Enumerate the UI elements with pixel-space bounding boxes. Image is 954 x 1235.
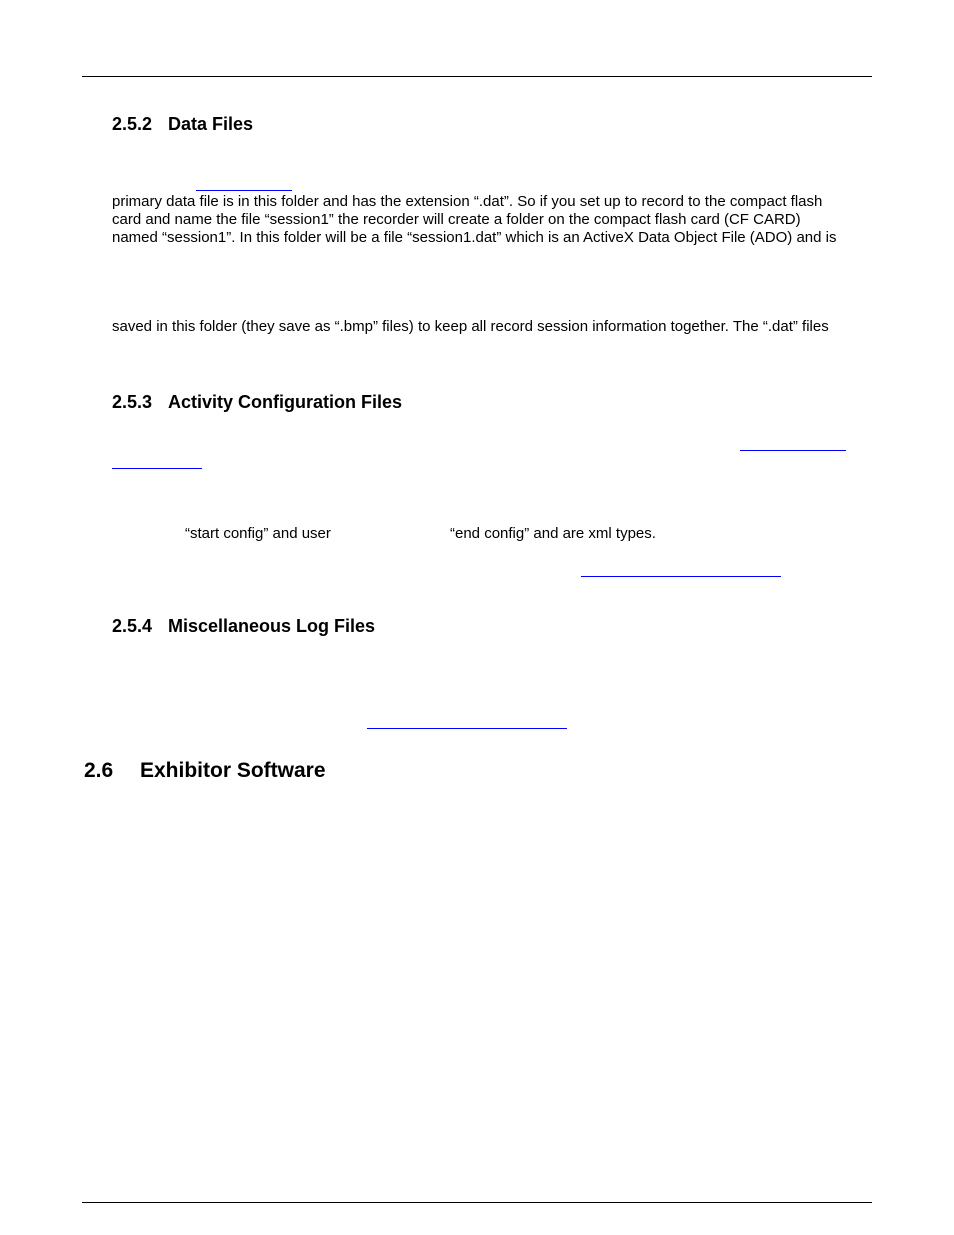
heading-2-5-2 bbox=[112, 113, 253, 135]
body-line: named “session1”. In this folder will be a file “session1.dat” which is an ActiveX Data Object File (ADO) and is bbox=[112, 229, 837, 246]
heading-title: Exhibitor Software bbox=[140, 759, 326, 782]
hyperlink-underline[interactable] bbox=[367, 728, 567, 729]
heading-2-6 bbox=[84, 758, 326, 784]
footer-rule bbox=[82, 1202, 872, 1203]
hyperlink-underline[interactable] bbox=[112, 468, 202, 469]
heading-2-5-3 bbox=[112, 391, 402, 413]
heading-number: 2.5.4 bbox=[112, 616, 153, 636]
heading-2-5-4 bbox=[112, 615, 375, 637]
body-line: primary data file is in this folder and has the extension “.dat”. So if you set up to record to the compact flash bbox=[112, 193, 823, 210]
hyperlink-underline[interactable] bbox=[196, 190, 292, 191]
hyperlink-underline[interactable] bbox=[740, 450, 846, 451]
heading-title: Data Files bbox=[168, 114, 254, 134]
heading-title: Miscellaneous Log Files bbox=[168, 616, 376, 636]
body-fragment: “start config” and user bbox=[185, 525, 331, 542]
body-line: saved in this folder (they save as “.bmp” files) to keep all record session information together. The “.dat” files bbox=[112, 318, 829, 335]
hyperlink-underline[interactable] bbox=[581, 576, 781, 577]
heading-number: 2.6 bbox=[84, 759, 114, 782]
body-line: card and name the file “session1” the recorder will create a folder on the compact flash card (CF CARD) bbox=[112, 211, 801, 228]
header-rule bbox=[82, 76, 872, 77]
heading-number: 2.5.2 bbox=[112, 114, 153, 134]
body-fragment: “end config” and are xml types. bbox=[450, 525, 656, 542]
heading-title: Activity Configuration Files bbox=[168, 392, 403, 412]
heading-number: 2.5.3 bbox=[112, 392, 153, 412]
